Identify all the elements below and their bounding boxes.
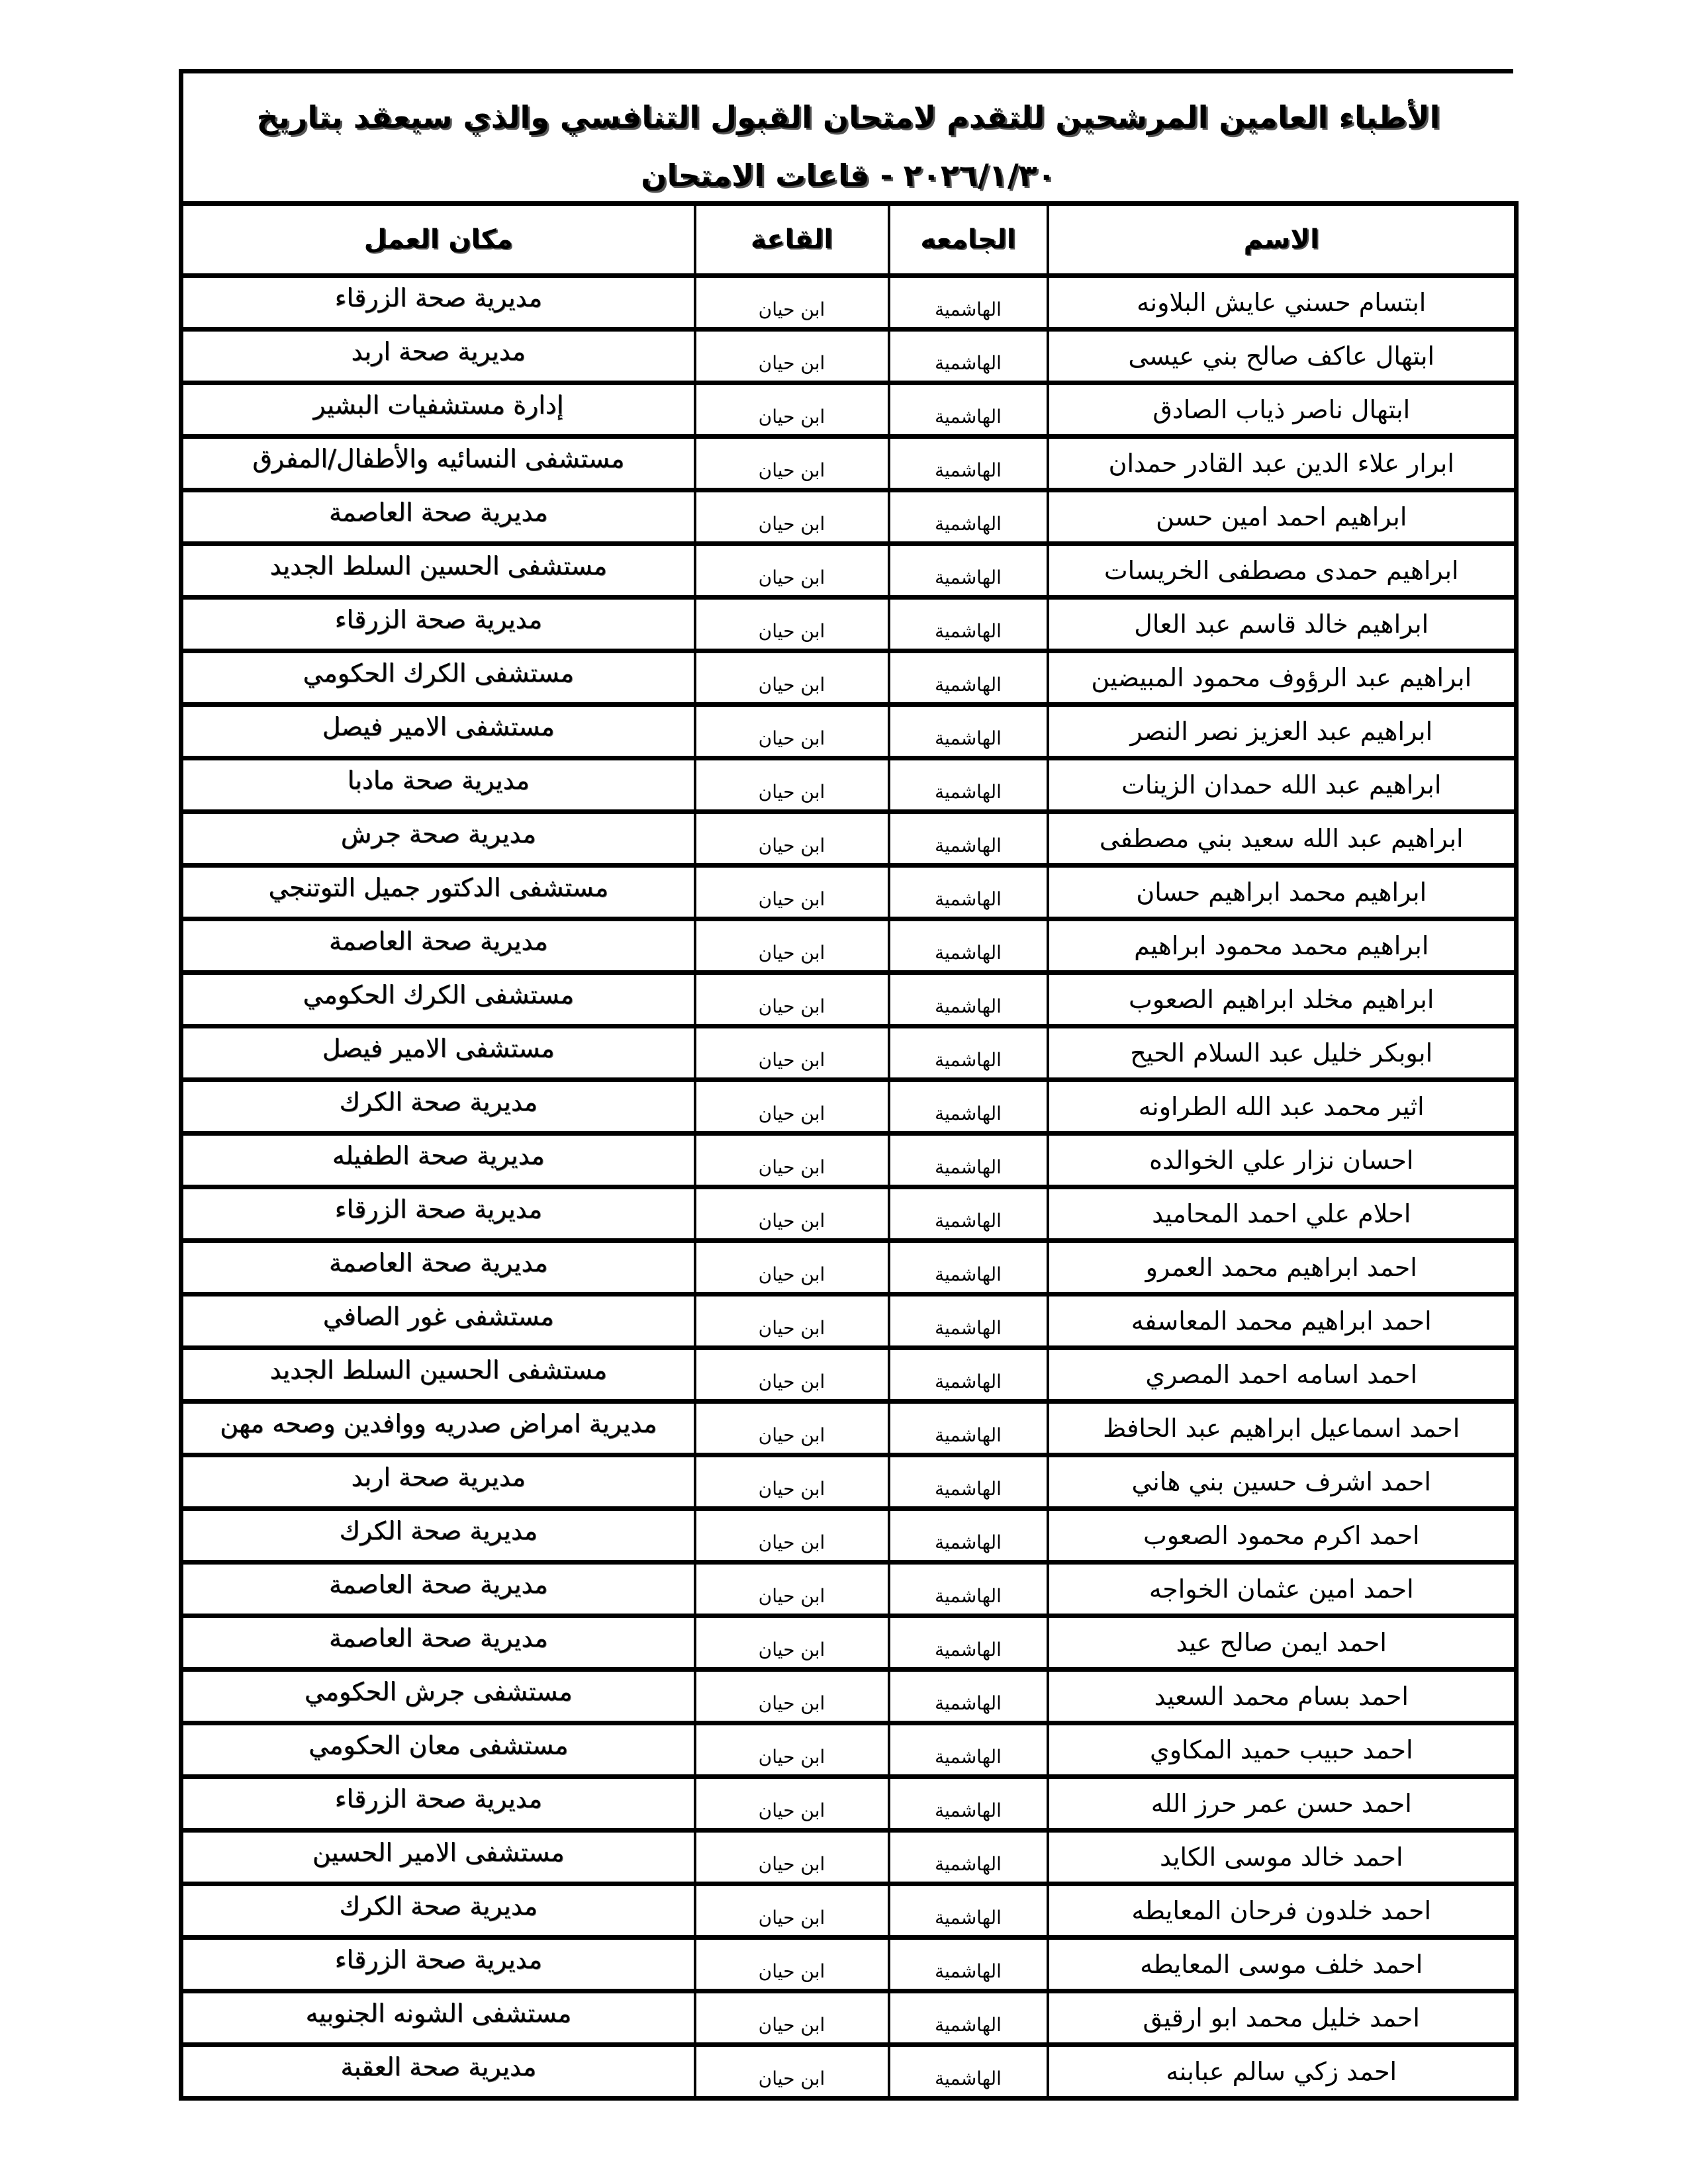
hall-cell: ابن حيان (695, 1187, 889, 1241)
university-cell: الهاشمية (889, 1831, 1048, 1884)
workplace-cell: مستشفى الحسين السلط الجديد (181, 1348, 695, 1402)
title-block (179, 69, 1513, 203)
workplace-cell: مستشفى الامير فيصل (181, 705, 695, 758)
workplace-cell: مستشفى الكرك الحكومي (181, 651, 695, 705)
hall-cell: ابن حيان (695, 1831, 889, 1884)
table-row (181, 1670, 1517, 1723)
name-cell: ابراهيم عبد الرؤوف محمود المبيضين (1048, 651, 1517, 705)
table-row (181, 1723, 1517, 1777)
name-cell: ابراهيم احمد امين حسن (1048, 490, 1517, 544)
table-row (181, 1080, 1517, 1134)
hall-cell: ابن حيان (695, 276, 889, 330)
name-cell: ابتسام حسني عايش البلاونه (1048, 276, 1517, 330)
name-cell: ابرار علاء الدين عبد القادر حمدان (1048, 437, 1517, 490)
workplace-cell: مستشفى الحسين السلط الجديد (181, 544, 695, 598)
hall-cell: ابن حيان (695, 1563, 889, 1616)
university-cell: الهاشمية (889, 2045, 1048, 2099)
name-cell: احمد اسامه احمد المصري (1048, 1348, 1517, 1402)
university-cell: الهاشمية (889, 1884, 1048, 1938)
table-header-row (181, 204, 1517, 276)
name-cell: ابراهيم خالد قاسم عبد العال (1048, 598, 1517, 651)
hall-cell: ابن حيان (695, 705, 889, 758)
name-cell: احمد بسام محمد السعيد (1048, 1670, 1517, 1723)
table-row (181, 973, 1517, 1026)
university-cell: الهاشمية (889, 276, 1048, 330)
table-row (181, 598, 1517, 651)
university-cell: الهاشمية (889, 758, 1048, 812)
name-cell: احمد خليل محمد ابو ارقيق (1048, 1991, 1517, 2045)
workplace-cell: مديرية صحة اربد (181, 330, 695, 383)
name-cell: احمد حبيب حميد المكاوي (1048, 1723, 1517, 1777)
name-cell: ابتهال عاكف صالح بني عيسى (1048, 330, 1517, 383)
hall-cell: ابن حيان (695, 1348, 889, 1402)
university-cell: الهاشمية (889, 1241, 1048, 1295)
hall-cell: ابن حيان (695, 1777, 889, 1831)
table-row (181, 866, 1517, 919)
table-row (181, 1938, 1517, 1991)
table-row (181, 490, 1517, 544)
workplace-cell: مستشفى الدكتور جميل التوتنجي (181, 866, 695, 919)
table-row (181, 437, 1517, 490)
hall-cell: ابن حيان (695, 1134, 889, 1187)
name-cell: احمد حسن عمر حرز الله (1048, 1777, 1517, 1831)
name-cell: احمد خلف موسى المعايطه (1048, 1938, 1517, 1991)
name-cell: ابراهيم محمد محمود ابراهيم (1048, 919, 1517, 973)
hall-cell: ابن حيان (695, 1509, 889, 1563)
name-cell: ابراهيم عبد العزيز نصر النصر (1048, 705, 1517, 758)
header-university: الجامعه (889, 204, 1048, 276)
workplace-cell: مستشفى الشونه الجنوبيه (181, 1991, 695, 2045)
hall-cell: ابن حيان (695, 437, 889, 490)
university-cell: الهاشمية (889, 1670, 1048, 1723)
workplace-cell: مديرية صحة جرش (181, 812, 695, 866)
workplace-cell: مديرية صحة اربد (181, 1455, 695, 1509)
hall-cell: ابن حيان (695, 1295, 889, 1348)
workplace-cell: مديرية امراض صدريه ووافدين وصحه مهن (181, 1402, 695, 1455)
workplace-cell: مديرية صحة الزرقاء (181, 1938, 695, 1991)
table-row (181, 1884, 1517, 1938)
workplace-cell: مديرية صحة مادبا (181, 758, 695, 812)
table-row (181, 1563, 1517, 1616)
table-row (181, 758, 1517, 812)
university-cell: الهاشمية (889, 1455, 1048, 1509)
workplace-cell: مديرية صحة العاصمة (181, 490, 695, 544)
table-row (181, 1241, 1517, 1295)
university-cell: الهاشمية (889, 1295, 1048, 1348)
workplace-cell: مديرية صحة الكرك (181, 1884, 695, 1938)
hall-cell: ابن حيان (695, 866, 889, 919)
university-cell: الهاشمية (889, 1616, 1048, 1670)
table-row (181, 276, 1517, 330)
hall-cell: ابن حيان (695, 544, 889, 598)
name-cell: احمد امين عثمان الخواجه (1048, 1563, 1517, 1616)
name-cell: احمد ابراهيم محمد العمرو (1048, 1241, 1517, 1295)
hall-cell: ابن حيان (695, 758, 889, 812)
hall-cell: ابن حيان (695, 973, 889, 1026)
workplace-cell: مستشفى الامير الحسين (181, 1831, 695, 1884)
university-cell: الهاشمية (889, 544, 1048, 598)
table-row (181, 1509, 1517, 1563)
university-cell: الهاشمية (889, 1402, 1048, 1455)
table-row (181, 383, 1517, 437)
university-cell: الهاشمية (889, 1563, 1048, 1616)
hall-cell: ابن حيان (695, 1080, 889, 1134)
name-cell: احمد اسماعيل ابراهيم عبد الحافظ (1048, 1402, 1517, 1455)
hall-cell: ابن حيان (695, 1616, 889, 1670)
university-cell: الهاشمية (889, 919, 1048, 973)
university-cell: الهاشمية (889, 490, 1048, 544)
hall-cell: ابن حيان (695, 490, 889, 544)
table-row (181, 1187, 1517, 1241)
university-cell: الهاشمية (889, 1080, 1048, 1134)
workplace-cell: مستشفى معان الحكومي (181, 1723, 695, 1777)
workplace-cell: مديرية صحة العاصمة (181, 1241, 695, 1295)
university-cell: الهاشمية (889, 1348, 1048, 1402)
university-cell: الهاشمية (889, 1723, 1048, 1777)
table-row (181, 1831, 1517, 1884)
table-row (181, 1455, 1517, 1509)
workplace-cell: مديرية صحة العاصمة (181, 1563, 695, 1616)
table-row (181, 651, 1517, 705)
name-cell: ابتهال ناصر ذياب الصادق (1048, 383, 1517, 437)
table-row (181, 2045, 1517, 2099)
table-row (181, 1026, 1517, 1080)
table-row (181, 812, 1517, 866)
workplace-cell: مستشفى غور الصافي (181, 1295, 695, 1348)
university-cell: الهاشمية (889, 1991, 1048, 2045)
document-title: الأطباء العامين المرشحين للتقدم لامتحان القبول التنافسي والذي سيعقد بتاريخ ٢٠٢٦/١/٣٠ - قاعات الامتحان (256, 99, 1440, 193)
header-name: الاسم (1048, 204, 1517, 276)
name-cell: ابراهيم محمد ابراهيم حسان (1048, 866, 1517, 919)
hall-cell: ابن حيان (695, 1670, 889, 1723)
workplace-cell: مديرية صحة الكرك (181, 1509, 695, 1563)
university-cell: الهاشمية (889, 1777, 1048, 1831)
workplace-cell: مستشفى جرش الحكومي (181, 1670, 695, 1723)
name-cell: احلام علي احمد المحاميد (1048, 1187, 1517, 1241)
hall-cell: ابن حيان (695, 1991, 889, 2045)
workplace-cell: مديرية صحة العاصمة (181, 1616, 695, 1670)
table-row (181, 330, 1517, 383)
table-body (181, 276, 1517, 2099)
hall-cell: ابن حيان (695, 330, 889, 383)
hall-cell: ابن حيان (695, 919, 889, 973)
name-cell: احمد ابراهيم محمد المعاسفه (1048, 1295, 1517, 1348)
workplace-cell: مديرية صحة الزرقاء (181, 276, 695, 330)
name-cell: ابراهيم مخلد ابراهيم الصعوب (1048, 973, 1517, 1026)
hall-cell: ابن حيان (695, 1402, 889, 1455)
name-cell: ابراهيم عبد الله سعيد بني مصطفى (1048, 812, 1517, 866)
name-cell: احمد زكي سالم عبابنه (1048, 2045, 1517, 2099)
hall-cell: ابن حيان (695, 1723, 889, 1777)
header-workplace: مكان العمل (181, 204, 695, 276)
table-row (181, 1402, 1517, 1455)
hall-cell: ابن حيان (695, 2045, 889, 2099)
workplace-cell: مستشفى النسائيه والأطفال/المفرق (181, 437, 695, 490)
candidates-table (179, 201, 1519, 2101)
table-row (181, 1134, 1517, 1187)
workplace-cell: مديرية صحة الزرقاء (181, 1187, 695, 1241)
hall-cell: ابن حيان (695, 1026, 889, 1080)
name-cell: احمد اكرم محمود الصعوب (1048, 1509, 1517, 1563)
hall-cell: ابن حيان (695, 812, 889, 866)
table-row (181, 1991, 1517, 2045)
name-cell: احسان نزار علي الخوالده (1048, 1134, 1517, 1187)
university-cell: الهاشمية (889, 1187, 1048, 1241)
workplace-cell: مديرية صحة الطفيله (181, 1134, 695, 1187)
university-cell: الهاشمية (889, 973, 1048, 1026)
header-hall: القاعة (695, 204, 889, 276)
university-cell: الهاشمية (889, 383, 1048, 437)
workplace-cell: مستشفى الكرك الحكومي (181, 973, 695, 1026)
name-cell: احمد ايمن صالح عيد (1048, 1616, 1517, 1670)
name-cell: ابراهيم حمدى مصطفى الخريسات (1048, 544, 1517, 598)
university-cell: الهاشمية (889, 651, 1048, 705)
university-cell: الهاشمية (889, 1509, 1048, 1563)
name-cell: احمد خلدون فرحان المعايطه (1048, 1884, 1517, 1938)
hall-cell: ابن حيان (695, 1455, 889, 1509)
workplace-cell: مديرية صحة الزرقاء (181, 598, 695, 651)
table-row (181, 1295, 1517, 1348)
workplace-cell: مديرية صحة العاصمة (181, 919, 695, 973)
workplace-cell: مديرية صحة الكرك (181, 1080, 695, 1134)
table-row (181, 1777, 1517, 1831)
table-row (181, 544, 1517, 598)
name-cell: احمد اشرف حسين بني هاني (1048, 1455, 1517, 1509)
table-row (181, 1616, 1517, 1670)
hall-cell: ابن حيان (695, 651, 889, 705)
hall-cell: ابن حيان (695, 1884, 889, 1938)
table-row (181, 705, 1517, 758)
university-cell: الهاشمية (889, 812, 1048, 866)
workplace-cell: مديرية صحة العقبة (181, 2045, 695, 2099)
university-cell: الهاشمية (889, 437, 1048, 490)
university-cell: الهاشمية (889, 1938, 1048, 1991)
hall-cell: ابن حيان (695, 1938, 889, 1991)
workplace-cell: مستشفى الامير فيصل (181, 1026, 695, 1080)
table-row (181, 919, 1517, 973)
university-cell: الهاشمية (889, 866, 1048, 919)
name-cell: احمد خالد موسى الكايد (1048, 1831, 1517, 1884)
university-cell: الهاشمية (889, 330, 1048, 383)
hall-cell: ابن حيان (695, 598, 889, 651)
university-cell: الهاشمية (889, 1026, 1048, 1080)
workplace-cell: مديرية صحة الزرقاء (181, 1777, 695, 1831)
table-row (181, 1348, 1517, 1402)
workplace-cell: إدارة مستشفيات البشير (181, 383, 695, 437)
name-cell: اثير محمد عبد الله الطراونه (1048, 1080, 1517, 1134)
hall-cell: ابن حيان (695, 1241, 889, 1295)
university-cell: الهاشمية (889, 1134, 1048, 1187)
name-cell: ابوبكر خليل عبد السلام الحيح (1048, 1026, 1517, 1080)
hall-cell: ابن حيان (695, 383, 889, 437)
university-cell: الهاشمية (889, 598, 1048, 651)
university-cell: الهاشمية (889, 705, 1048, 758)
name-cell: ابراهيم عبد الله حمدان الزينات (1048, 758, 1517, 812)
